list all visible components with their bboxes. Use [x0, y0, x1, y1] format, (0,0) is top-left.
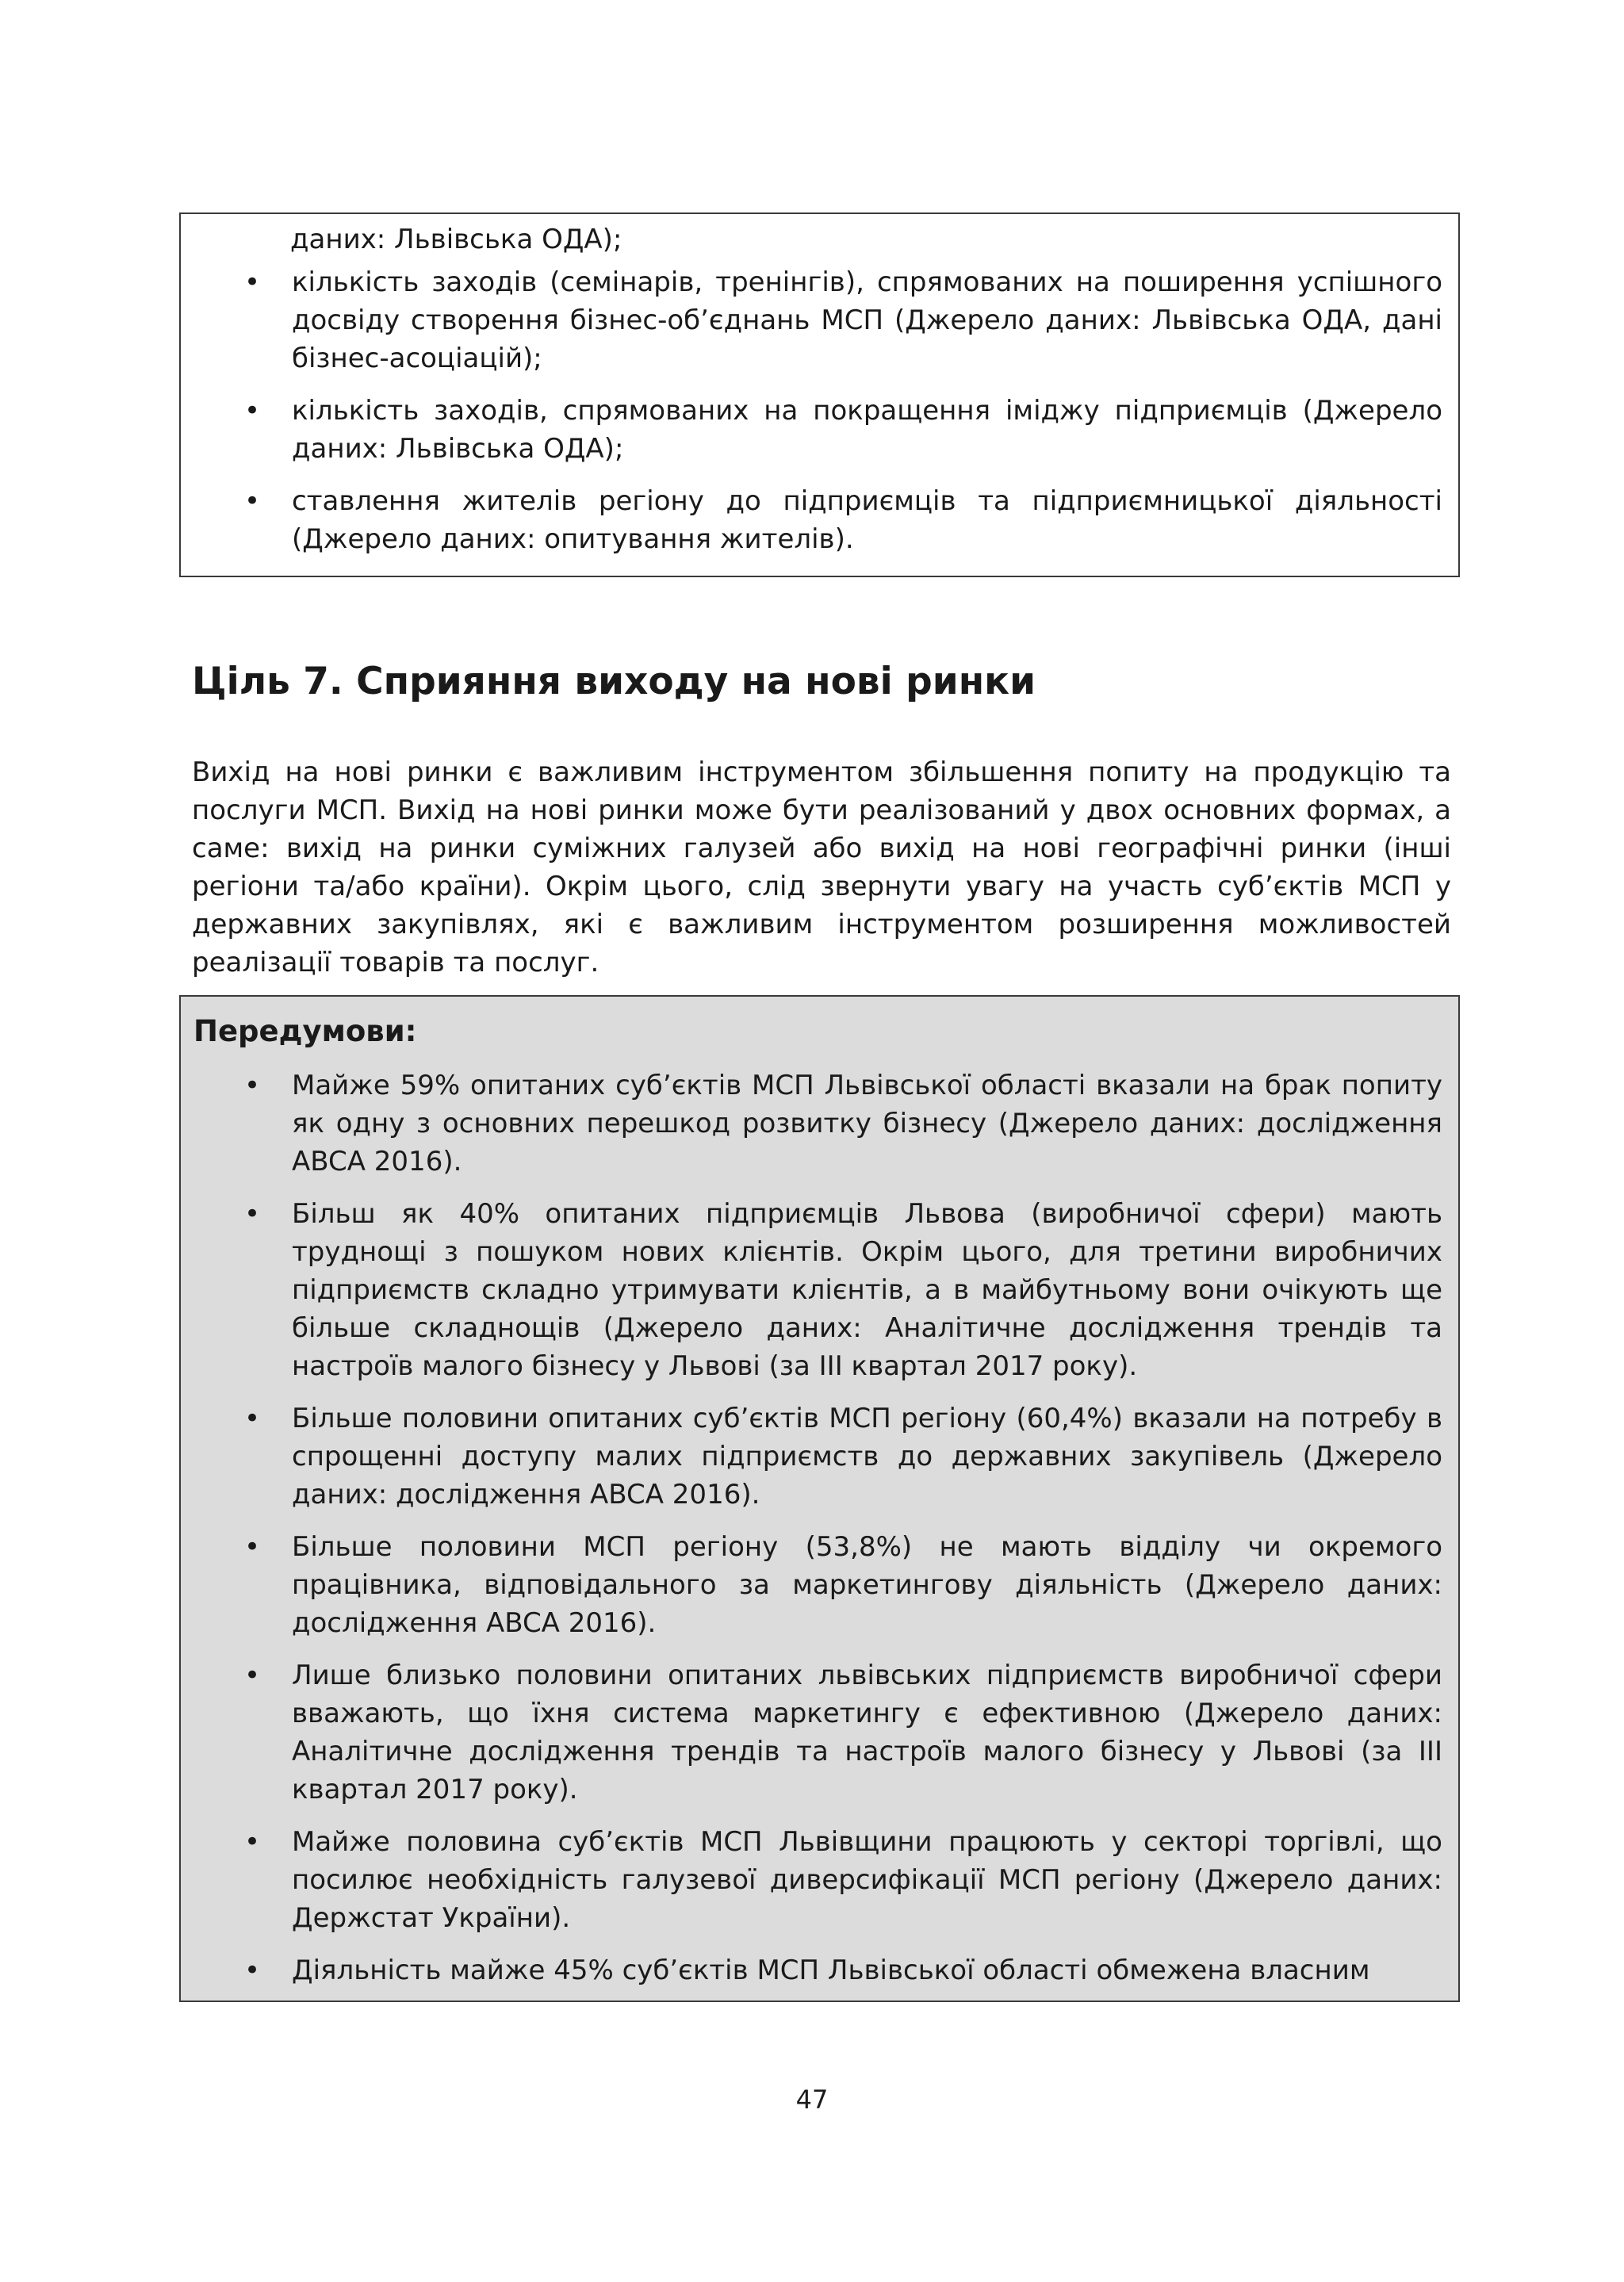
indicators-list — [181, 263, 1458, 572]
list-item — [181, 1399, 1458, 1514]
bullet-icon: • — [244, 1403, 261, 1434]
preconditions-box — [179, 995, 1460, 2002]
list-item — [181, 1656, 1458, 1809]
list-item-text: ставлення жителів регіону до підприємців та підприємницької діяльності (Джерело даних: опитування жителів). — [292, 485, 1442, 555]
list-item — [181, 1195, 1458, 1385]
section-paragraph: Вихід на нові ринки є важливим інструментом збільшення попиту на продукцію та послуги МСП. Вихід на нові ринки може бути реалізований у двох основних формах, а саме: вихід на ринки суміжних галузей або вихід на нові географічні ринки (інші регіони та/або країни). Окрім цього, слід звернути увагу на участь суб’єктів МСП у державних закупівлях, які є важливим інструментом розширення можливостей реалізації товарів та послуг. — [192, 756, 1451, 978]
bullet-icon: • — [244, 1955, 261, 1986]
bullet-icon: • — [244, 395, 261, 427]
list-item — [181, 263, 1458, 377]
list-item — [181, 1528, 1458, 1642]
bullet-icon: • — [244, 1198, 261, 1230]
list-item — [181, 392, 1458, 468]
page-number: 47 — [795, 2085, 829, 2115]
list-item — [181, 1066, 1458, 1181]
bullet-icon: • — [244, 485, 261, 517]
list-item-text: Майже 59% опитаних суб’єктів МСП Львівської області вказали на брак попиту як одну з основних перешкод розвитку бізнесу (Джерело даних: дослідження ABCA 2016). — [292, 1070, 1442, 1177]
list-item — [181, 482, 1458, 558]
section-heading: Ціль 7. Сприяння виходу на нові ринки — [192, 660, 1036, 703]
bullet-icon: • — [244, 1660, 261, 1691]
list-item — [181, 1823, 1458, 1937]
bullet-icon: • — [244, 1826, 261, 1858]
list-item-text: Більше половини опитаних суб’єктів МСП регіону (60,4%) вказали на потребу в спрощенні доступу малих підприємств до державних закупівель (Джерело даних: дослідження ABCA 2016). — [292, 1403, 1442, 1510]
continuation-text: даних: Львівська ОДА); — [290, 224, 622, 255]
list-item-text: кількість заходів, спрямованих на покращення іміджу підприємців (Джерело даних: Львівська ОДА); — [292, 395, 1442, 465]
bullet-icon: • — [244, 1531, 261, 1563]
list-item-text: Більш як 40% опитаних підприємців Львова (виробничої сфери) мають труднощі з пошуком нових клієнтів. Окрім цього, для третини виробничих підприємств складно утримувати клієнтів, а в майбутньому вони очікують ще більше складнощів (Джерело даних: Аналітичне дослідження трендів та настроїв малого бізнесу у Львові (за III квартал 2017 року). — [292, 1198, 1442, 1382]
list-item-text: Лише близько половини опитаних львівських підприємств виробничої сфери вважають, що їхня система маркетингу є ефективною (Джерело даних: Аналітичне дослідження трендів та настроїв малого бізнесу у Львові (за III квартал 2017 року). — [292, 1660, 1442, 1805]
list-item-text: кількість заходів (семінарів, тренінгів), спрямованих на поширення успішного досвіду створення бізнес-об’єднань МСП (Джерело даних: Львівська ОДА, дані бізнес-асоціацій); — [292, 266, 1442, 374]
list-item-text: Майже половина суб’єктів МСП Львівщини працюють у секторі торгівлі, що посилює необхідність галузевої диверсифікації МСП регіону (Джерело даних: Держстат України). — [292, 1826, 1442, 1934]
bullet-icon: • — [244, 266, 261, 298]
list-item-text: Діяльність майже 45% суб’єктів МСП Львівської області обмежена власним — [292, 1955, 1370, 1986]
bullet-icon: • — [244, 1070, 261, 1101]
preconditions-list — [181, 1066, 1458, 1989]
list-item-text: Більше половини МСП регіону (53,8%) не мають відділу чи окремого працівника, відповідального за маркетингову діяльність (Джерело даних: дослідження ABCA 2016). — [292, 1531, 1442, 1639]
preconditions-title: Передумови: — [193, 1014, 417, 1048]
indicators-box — [179, 213, 1460, 577]
list-item — [181, 1951, 1458, 1989]
